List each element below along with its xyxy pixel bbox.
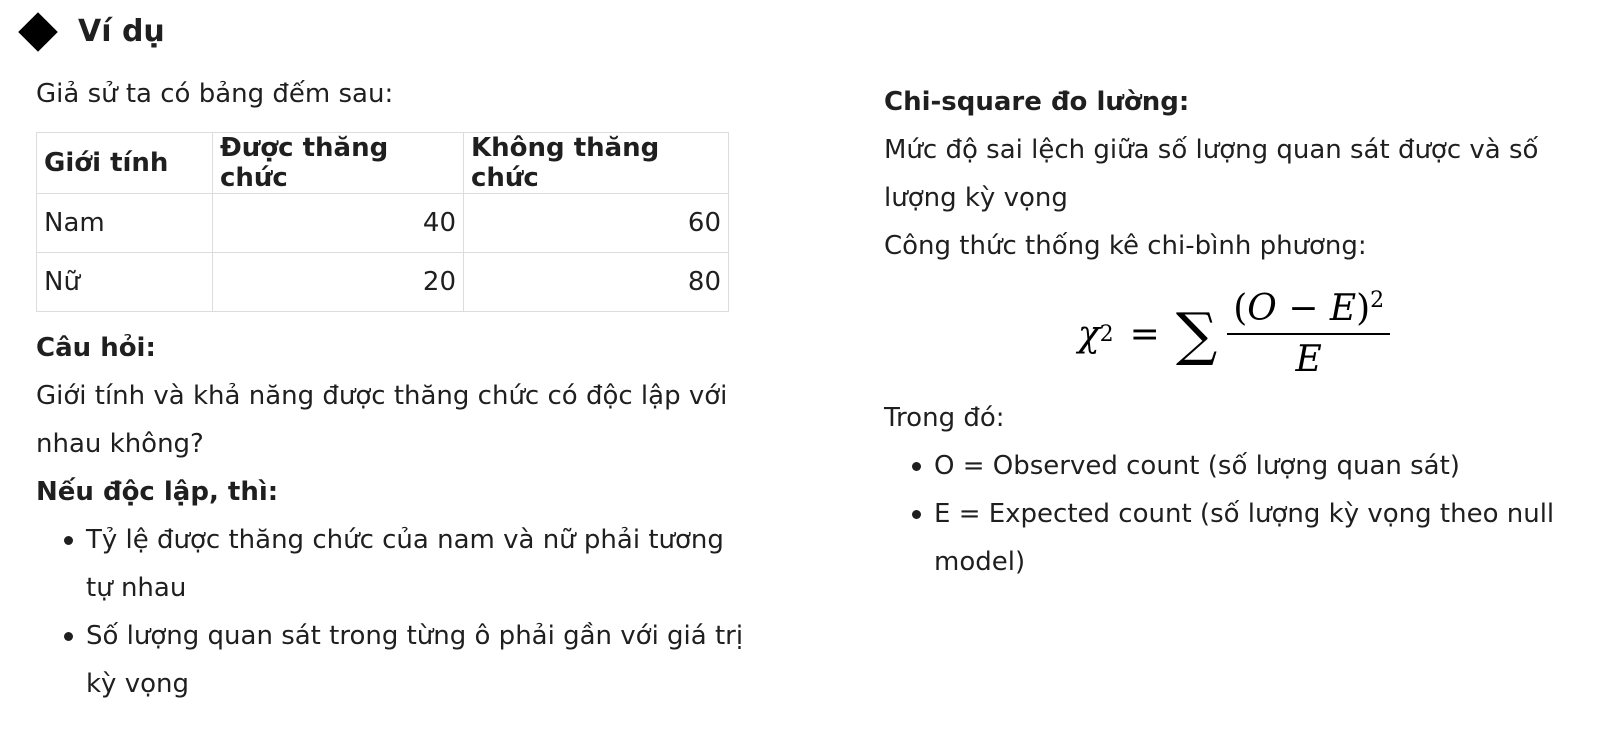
table-cell-not-promoted: 80: [464, 253, 729, 312]
intro-text: Giả sử ta có bảng đếm sau:: [36, 79, 394, 109]
independent-list: [36, 516, 756, 708]
formula-paren-open: (: [1233, 288, 1248, 329]
formula-equals: =: [1129, 313, 1160, 355]
section-title: Ví dụ: [78, 14, 165, 49]
diamond-icon: [18, 12, 58, 52]
table-cell-not-promoted: 60: [464, 194, 729, 253]
independent-label: Nếu độc lập, thì:: [36, 477, 279, 507]
table-row: [37, 253, 729, 312]
table-cell-promoted: 20: [213, 253, 464, 312]
sum-icon: ∑: [1175, 300, 1218, 368]
where-label: Trong đó:: [884, 403, 1005, 433]
left-column: [36, 70, 756, 708]
chi-square-formula: [884, 274, 1584, 394]
formula-denominator-expected: E: [1295, 339, 1322, 380]
formula-chi-exponent: 2: [1099, 321, 1114, 347]
where-list: [884, 442, 1584, 586]
table-header-row: [37, 133, 729, 194]
formula-paren-close: ): [1356, 288, 1371, 329]
table-row: [37, 194, 729, 253]
list-item: E = Expected count (số lượng kỳ vọng theo null model): [934, 490, 1584, 586]
formula-observed: O: [1247, 288, 1277, 329]
formula-expected: E: [1329, 288, 1357, 329]
table-header-promoted: Được thăng chức: [213, 133, 464, 194]
formula-intro: Công thức thống kê chi-bình phương:: [884, 231, 1367, 261]
question-text: Giới tính và khả năng được thăng chức có độc lập với nhau không?: [36, 381, 728, 459]
table-cell-gender: Nam: [37, 194, 213, 253]
formula-minus: −: [1276, 288, 1330, 329]
formula-fraction: [1227, 288, 1390, 380]
count-table: [36, 132, 729, 312]
table-cell-gender: Nữ: [37, 253, 213, 312]
table-header-not-promoted: Không thăng chức: [464, 133, 729, 194]
table-cell-promoted: 40: [213, 194, 464, 253]
formula-numerator-exponent: 2: [1370, 288, 1385, 313]
list-item: O = Observed count (số lượng quan sát): [934, 442, 1584, 490]
formula-denominator: [1296, 335, 1322, 380]
list-item: Tỷ lệ được thăng chức của nam và nữ phải tương tự nhau: [86, 516, 756, 612]
table-header-gender: Giới tính: [37, 133, 213, 194]
section-heading: [18, 14, 165, 49]
question-label: Câu hỏi:: [36, 333, 156, 363]
list-item: Số lượng quan sát trong từng ô phải gần với giá trị kỳ vọng: [86, 612, 756, 708]
right-column: [884, 78, 1584, 586]
measure-label: Chi-square đo lường:: [884, 87, 1190, 117]
formula-chi: χ: [1077, 313, 1100, 355]
formula-numerator: [1227, 288, 1390, 335]
measure-text: Mức độ sai lệch giữa số lượng quan sát được và số lượng kỳ vọng: [884, 135, 1539, 213]
